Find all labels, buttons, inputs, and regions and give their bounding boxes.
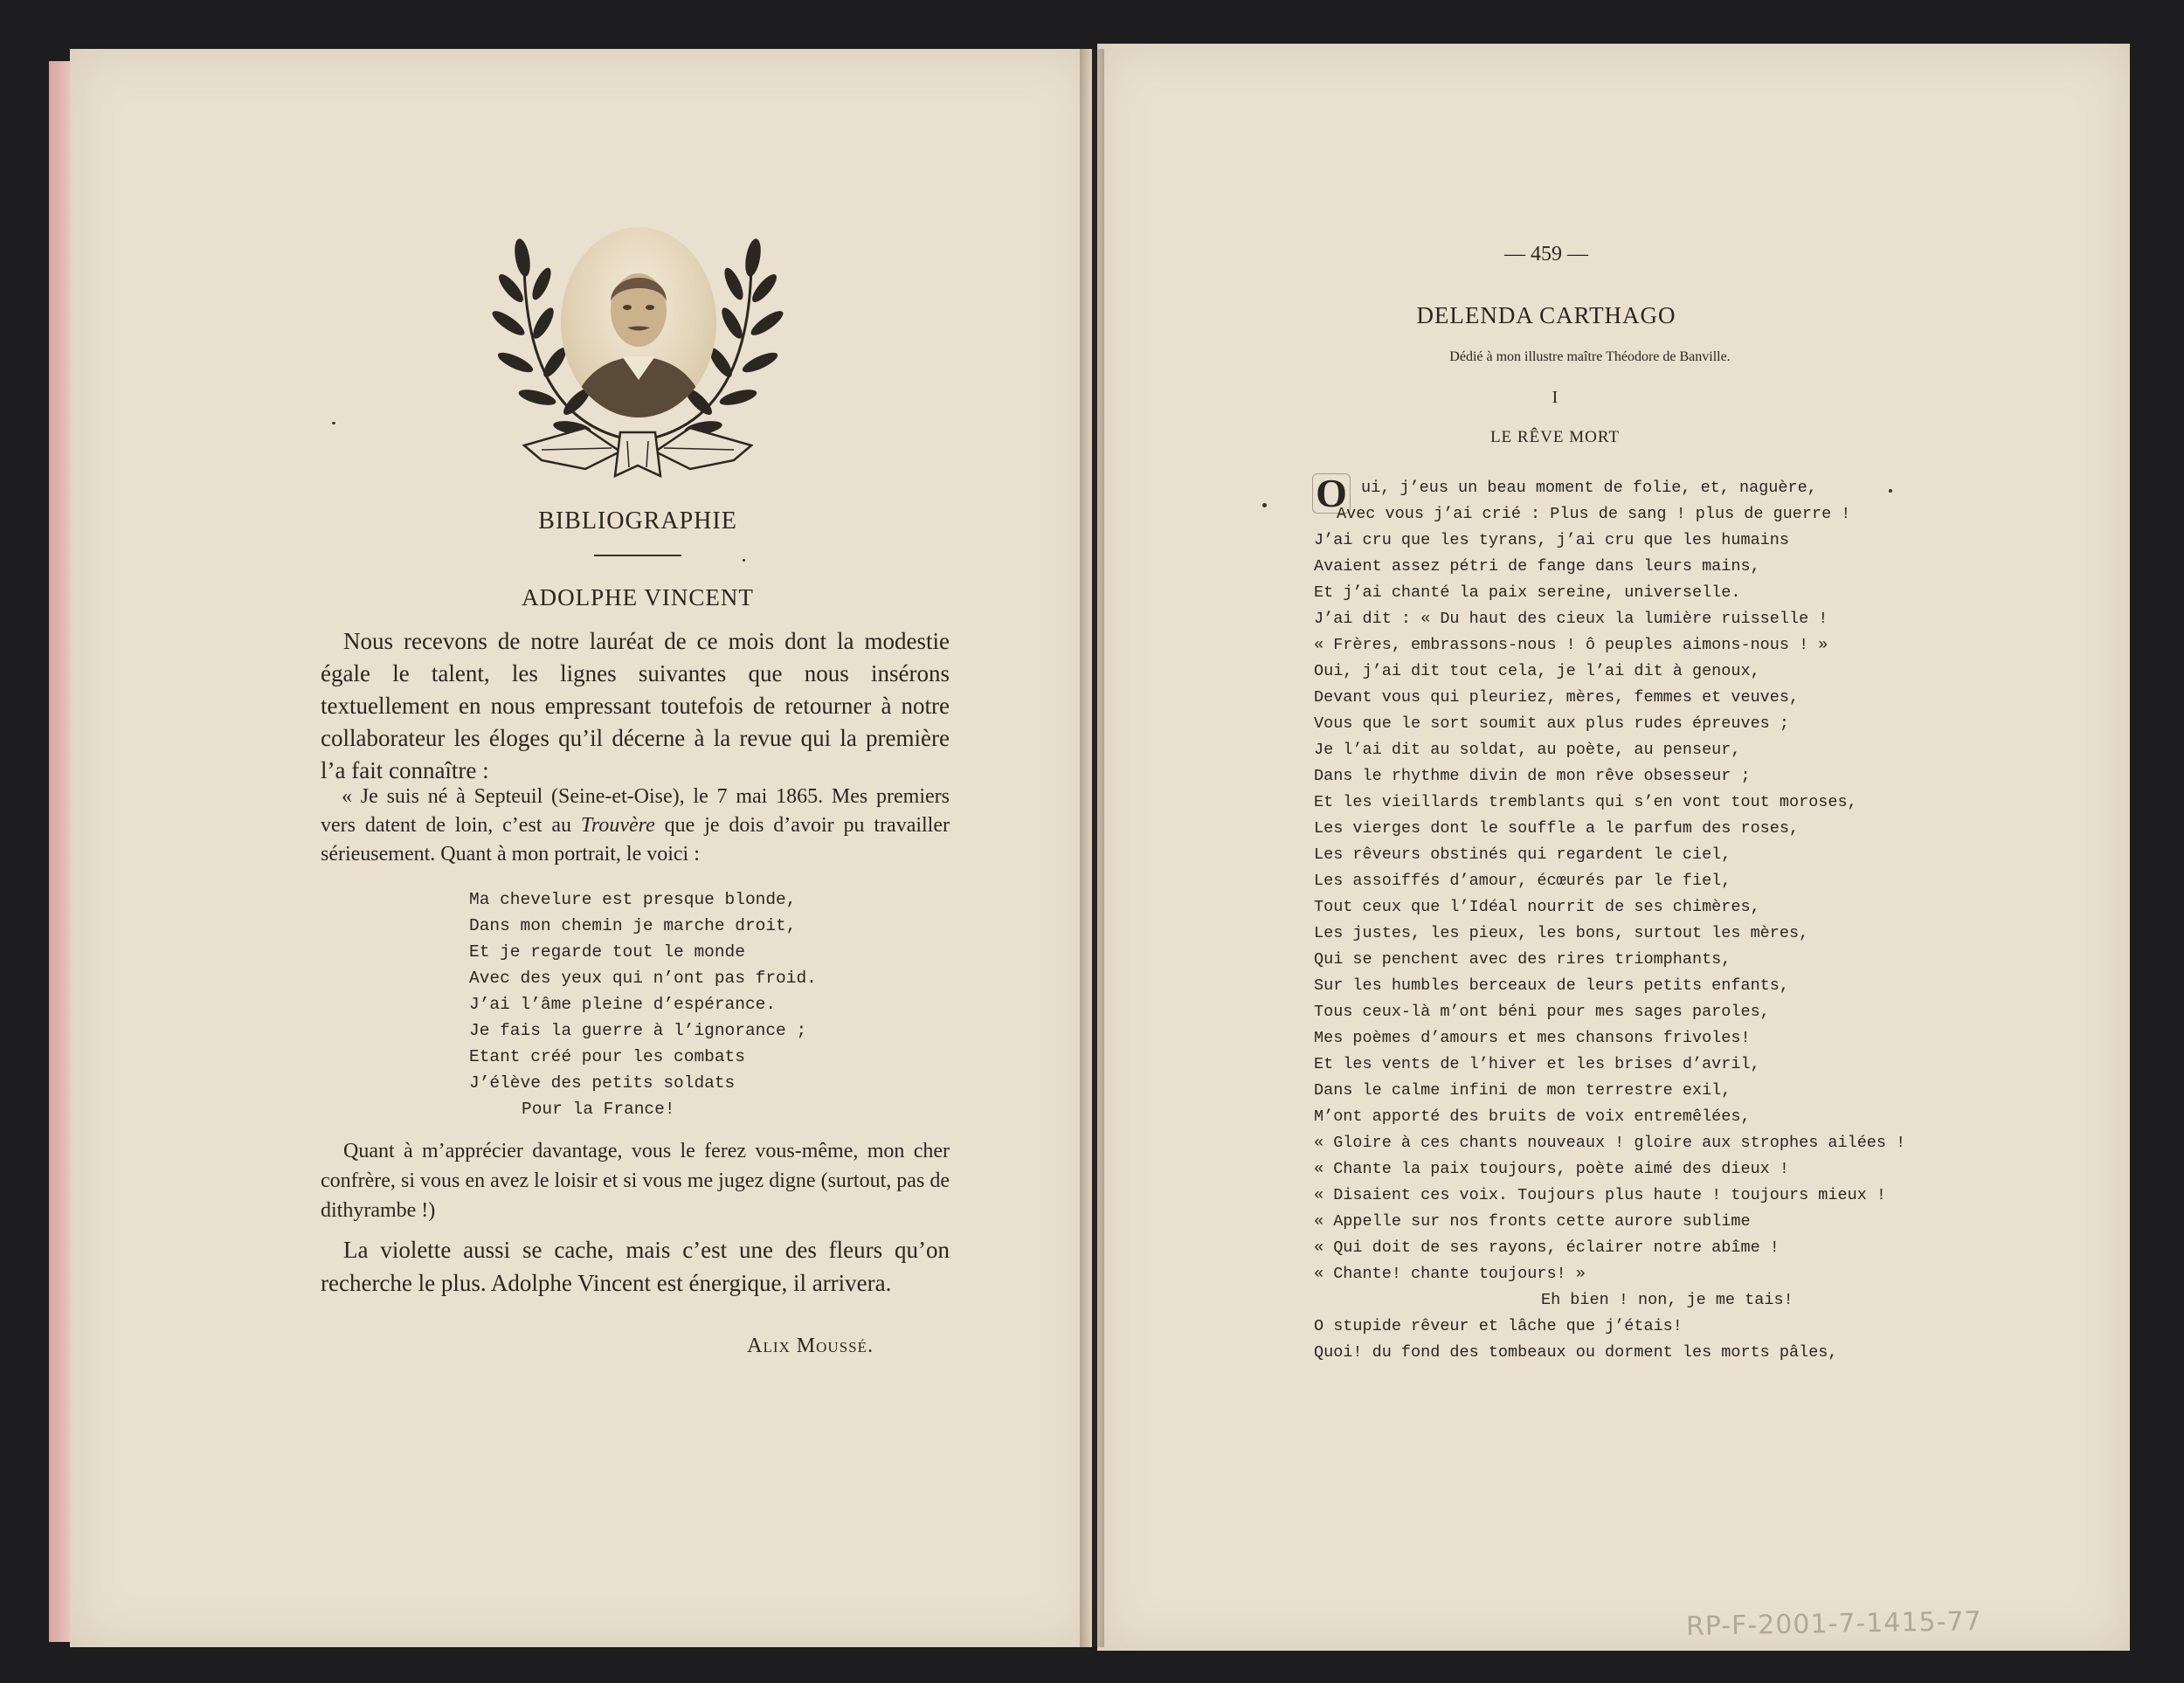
verse-line: Tout ceux que l’Idéal nourrit de ses chimères, — [1314, 898, 1760, 916]
verse-line: ui, j’eus un beau moment de folie, et, naguère, — [1361, 479, 1817, 497]
verse-line: Les justes, les pieux, les bons, surtout les mères, — [1314, 924, 1809, 942]
verse-line: « Chante! chante toujours! » — [1314, 1265, 1586, 1283]
poem-line: Je fais la guerre à l’ignorance ; — [469, 1021, 807, 1040]
book-gutter — [1080, 49, 1104, 1647]
violet-paragraph: La violette aussi se cache, mais c’est une des fleurs qu’on recherche le plus. Adolphe Vincent est énergique, il arrivera. — [321, 1237, 950, 1296]
portrait-poem — [469, 886, 836, 1122]
verse-line: O stupide rêveur et lâche que j’étais! — [1314, 1317, 1683, 1335]
paper-speck — [332, 422, 335, 424]
portrait-photo — [561, 227, 716, 417]
poem-line: J’ai l’âme pleine d’espérance. — [469, 995, 777, 1014]
appraise-paragraph: Quant à m’apprécier davantage, vous le ferez vous-même, mon cher confrère, si vous en avez le loisir et si vous me jugez digne (surtout, pas de dithyrambe !) — [321, 1140, 950, 1222]
accession-number: RP-F-2001-7-1415-77 — [1685, 1606, 1982, 1642]
verse-line: « Qui doit de ses rayons, éclairer notre abîme ! — [1314, 1238, 1780, 1257]
poem-line: Pour la France! — [522, 1100, 675, 1119]
quote-text-after: que je dois d’avoir pu travailler sérieusement. Quant à mon portrait, le voici : — [321, 814, 950, 866]
section-title: BIBLIOGRAPHIE — [538, 507, 737, 535]
verse-line: « Gloire à ces chants nouveaux ! gloire aux strophes ailées ! — [1314, 1134, 1906, 1152]
verse-line: Et j’ai chanté la paix sereine, universelle. — [1314, 583, 1741, 602]
author-signature: Alix Moussé. — [747, 1335, 874, 1357]
verse-line: Qui se penchent avec des rires triomphants, — [1314, 950, 1731, 969]
verse-line: Avaient assez pétri de fange dans leurs mains, — [1314, 557, 1760, 576]
drop-cap: O — [1312, 473, 1351, 514]
quote-italic-title: Trouvère — [580, 814, 655, 837]
quote-text-before: « Je suis né à Septeuil (Seine-et-Oise), le 7 mai 1865. Mes premiers vers datent de loin, c’est au — [321, 785, 950, 837]
verse-line: M’ont apporté des bruits de voix entremêlées, — [1314, 1107, 1751, 1126]
verse-line: Eh bien ! non, je me tais! — [1541, 1291, 1794, 1309]
verse-line: Je l’ai dit au soldat, au poète, au penseur, — [1314, 741, 1741, 759]
verse-line: Dans le calme infini de mon terrestre exil, — [1314, 1081, 1731, 1100]
verse-line: « Appelle sur nos fronts cette aurore sublime — [1314, 1212, 1751, 1231]
verse-line: Avec vous j’ai crié : Plus de sang ! plus de guerre ! — [1337, 505, 1851, 523]
verse-line: Les vierges dont le souffle a le parfum des roses, — [1314, 819, 1800, 838]
intro-paragraph: Nous recevons de notre lauréat de ce mois dont la modestie égale le talent, les lignes suivantes que nous insérons textuellement en nous empressant toutefois de retourner à notre collaborateur les éloges qu’il décerne à la revue qui la première l’a fait connaître : — [321, 628, 950, 783]
part-title: LE RÊVE MORT — [1489, 428, 1621, 446]
man-portrait-icon — [561, 227, 716, 417]
verse-line: Quoi! du fond des tombeaux ou dorment les morts pâles, — [1314, 1343, 1838, 1362]
title-divider — [594, 555, 681, 556]
subject-name: ADOLPHE VINCENT — [522, 584, 754, 610]
verse-line: « Chante la paix toujours, poète aimé des dieux ! — [1314, 1160, 1789, 1178]
paper-speck — [743, 559, 745, 562]
verse-line: « Disaient ces voix. Toujours plus haute ! toujours mieux ! — [1314, 1186, 1887, 1204]
verse-line: J’ai dit : « Du haut des cieux la lumière ruisselle ! — [1314, 610, 1828, 628]
verse-line: Dans le rhythme divin de mon rêve obsesseur ; — [1314, 767, 1751, 785]
verse-line: Les rêveurs obstinés qui regardent le ciel, — [1314, 845, 1731, 864]
dedication: Dédié à mon illustre maître Théodore de Banville. — [1449, 349, 1731, 364]
verse-line: Vous que le sort soumit aux plus rudes épreuves ; — [1314, 714, 1789, 733]
verse-line: Devant vous qui pleuriez, mères, femmes et veuves, — [1314, 688, 1800, 707]
poem-line: Avec des yeux qui n’ont pas froid. — [469, 969, 817, 988]
verse-line: Et les vents de l’hiver et les brises d’avril, — [1314, 1055, 1760, 1073]
verse-line: J’ai cru que les tyrans, j’ai cru que les humains — [1314, 531, 1789, 549]
poem-line: Dans mon chemin je marche droit, — [469, 916, 797, 935]
left-page-edge — [49, 61, 72, 1642]
verse-line: Les assoiffés d’amour, écœurés par le fiel, — [1314, 872, 1731, 890]
poem-line: Ma chevelure est presque blonde, — [469, 890, 797, 909]
poem-title: DELENDA CARTHAGO — [1416, 302, 1676, 328]
verse-line: Mes poèmes d’amours et mes chansons frivoles! — [1314, 1029, 1751, 1047]
verse-line: « Frères, embrassons-nous ! ô peuples aimons-nous ! » — [1314, 636, 1828, 654]
poem-line: Etant créé pour les combats — [469, 1047, 745, 1066]
verse-line: Tous ceux-là m’ont béni pour mes sages paroles, — [1314, 1003, 1770, 1021]
verse-line: Oui, j’ai dit tout cela, je l’ai dit à genoux, — [1314, 662, 1760, 680]
verse-line: Et les vieillards tremblants qui s’en vont tout moroses, — [1314, 793, 1857, 811]
page-number: — 459 — — [1504, 243, 1588, 266]
part-number: I — [1552, 388, 1559, 407]
poem-line: J’élève des petits soldats — [469, 1073, 736, 1093]
verse-line: Sur les humbles berceaux de leurs petits enfants, — [1314, 976, 1789, 995]
quote-paragraph — [321, 783, 950, 869]
paper-speck — [1889, 489, 1892, 493]
poem-verse — [1314, 475, 1906, 1366]
poem-line: Et je regarde tout le monde — [469, 942, 745, 962]
paper-speck — [1262, 503, 1267, 507]
